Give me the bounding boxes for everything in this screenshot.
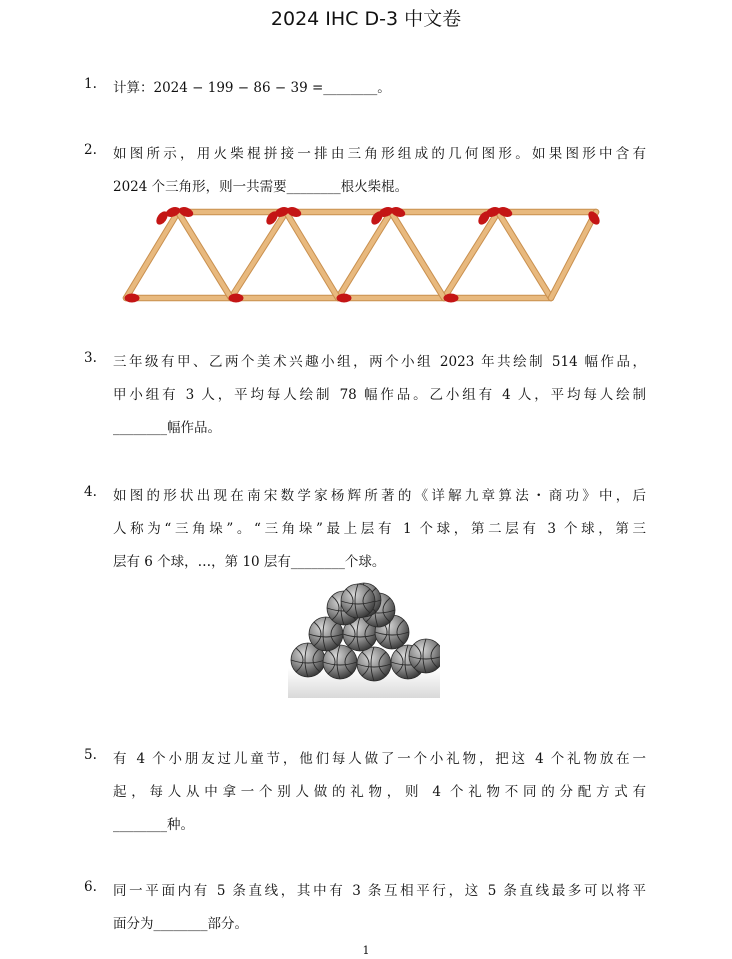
question-number: 6.	[84, 879, 97, 895]
question-text-line: 面分为________部分。	[113, 916, 248, 932]
question-text-line: 起，每人从中拿一个别人做的礼物，则 4 个礼物不同的分配方式有	[113, 784, 646, 800]
question-text-line: ________幅作品。	[113, 420, 221, 436]
matchstick	[231, 212, 286, 298]
page-number: 1	[362, 944, 370, 957]
question-number: 4.	[84, 484, 97, 500]
match-head	[229, 294, 244, 303]
question-text-line: 计算：2024 − 199 − 86 − 39 =________。	[113, 80, 391, 96]
matchstick	[444, 212, 498, 298]
question-text-line: 甲小组有 3 人，平均每人绘制 78 幅作品。乙小组有 4 人，平均每人绘制	[113, 387, 646, 403]
question-text-line: 如图的形状出现在南宋数学家杨辉所著的《详解九章算法・商功》中，后	[113, 488, 646, 504]
matchstick	[178, 212, 231, 298]
basketball-pyramid-image	[288, 580, 440, 698]
matchstick	[126, 212, 178, 298]
basketball	[357, 647, 391, 681]
question-text-line: 如图所示，用火柴棍拼接一排由三角形组成的几何图形。如果图形中含有	[113, 146, 646, 162]
matchsticks	[126, 212, 596, 298]
page-title: 2024 IHC D-3 中文卷	[270, 8, 462, 30]
question-text-line: 2024 个三角形，则一共需要________根火柴棍。	[113, 179, 409, 195]
question-text-line: 层有 6 个球，…，第 10 层有________个球。	[113, 554, 386, 570]
basketballs	[291, 583, 440, 681]
question-number: 1.	[84, 76, 97, 92]
question-number: 5.	[84, 747, 97, 763]
matchstick	[286, 212, 338, 298]
matchstick	[551, 212, 596, 298]
question-number: 3.	[84, 350, 97, 366]
question-text-line: 有 4 个小朋友过儿童节，他们每人做了一个小礼物，把这 4 个礼物放在一	[113, 751, 646, 767]
matchstick	[498, 212, 551, 298]
question-text-line: 人称为“三角垛”。“三角垛”最上层有 1 个球，第二层有 3 个球，第三	[113, 521, 646, 537]
basketball	[341, 584, 375, 618]
question-text-line: 同一平面内有 5 条直线，其中有 3 条互相平行，这 5 条直线最多可以将平	[113, 883, 646, 899]
matchstick	[391, 212, 444, 298]
question-text-line: 三年级有甲、乙两个美术兴趣小组，两个小组 2023 年共绘制 514 幅作品，	[113, 354, 646, 370]
matchstick	[338, 212, 391, 298]
match-head	[444, 294, 459, 303]
basketball	[409, 639, 440, 673]
question-text-line: ________种。	[113, 817, 194, 833]
match-head	[125, 294, 140, 303]
matchstick-triangles-figure	[118, 202, 604, 306]
question-number: 2.	[84, 142, 97, 158]
match-head	[337, 294, 352, 303]
